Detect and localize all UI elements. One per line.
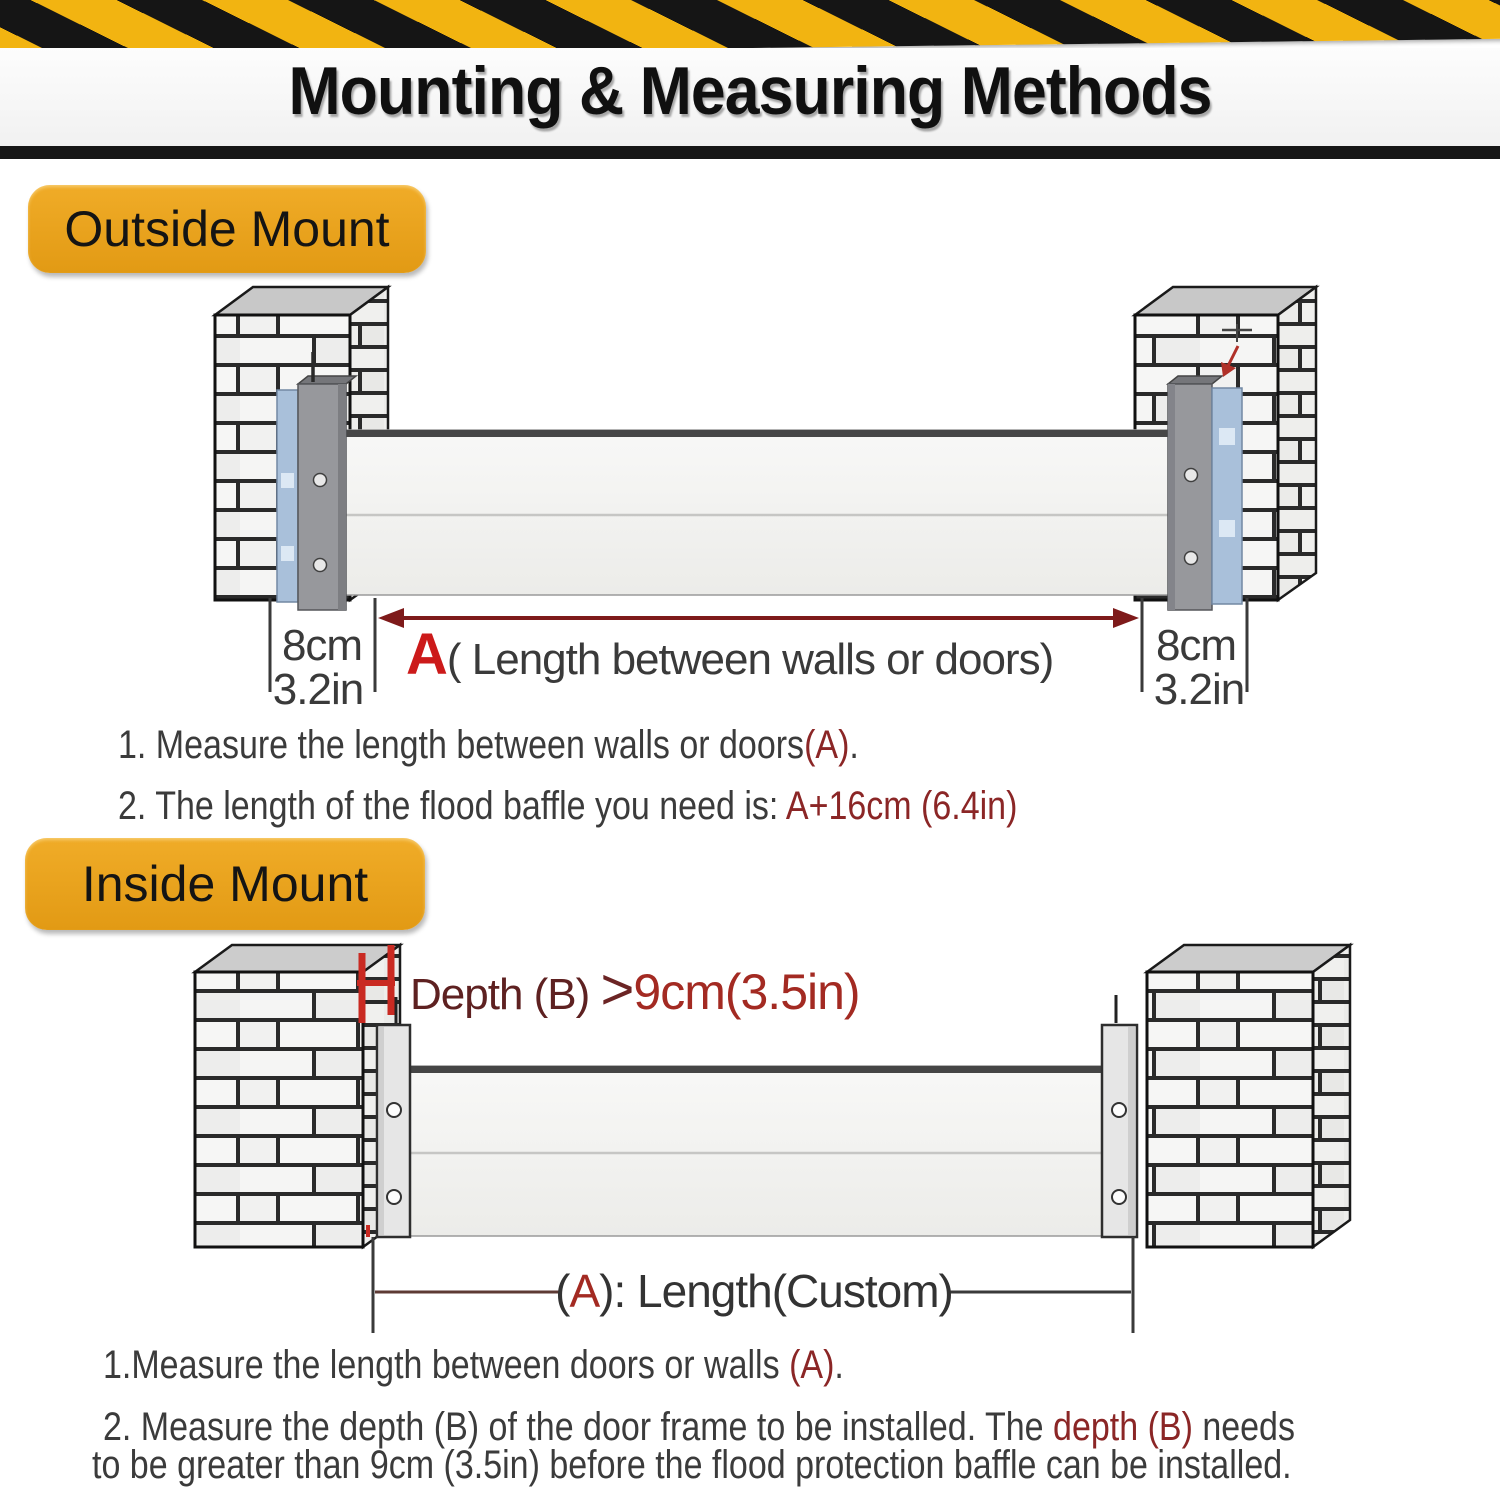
outside-barrier-panel <box>290 430 1230 595</box>
screw-hole <box>1185 469 1198 482</box>
length-arrow-label: A( Length between walls or doors) <box>406 622 1054 687</box>
right-3.2in-label: 3.2in <box>1153 665 1245 714</box>
arrow-head-left <box>378 608 404 628</box>
screw-hole <box>1112 1103 1126 1117</box>
right-8cm-label: 8cm <box>1155 621 1237 670</box>
screw-hole <box>314 474 327 487</box>
screw-hole <box>387 1103 401 1117</box>
inside-length-label: (A): Length(Custom) <box>555 1265 953 1317</box>
page-title: Mounting & Measuring Methods <box>288 53 1212 129</box>
pillar-front-face <box>195 972 363 1247</box>
screw-hole <box>387 1190 401 1204</box>
inside-step-2-line-2: to be greater than 9cm (3.5in) before the flood protection baffle can be installed. <box>92 1443 1292 1487</box>
inside-mount-badge-label: Inside Mount <box>81 856 369 912</box>
left-8cm-label: 8cm <box>281 621 363 670</box>
outside-mount-badge-label: Outside Mount <box>64 201 390 257</box>
inside-mount-diagram <box>0 935 1500 1340</box>
outside-left-gasket <box>277 390 298 602</box>
arrow-head-right <box>1113 608 1139 628</box>
left-3.2in-label: 3.2in <box>272 665 364 714</box>
inside-step-2-line-1: 2. Measure the depth (B) of the door frame to be installed. The depth (B) needs <box>103 1405 1295 1449</box>
outside-step-1: 1. Measure the length between walls or doors(A). <box>118 723 859 767</box>
screw-hole <box>1112 1190 1126 1204</box>
screw-hole <box>314 559 327 572</box>
inside-step-1: 1.Measure the length between doors or walls (A). <box>103 1343 844 1387</box>
screw-hole <box>1185 552 1198 565</box>
inside-right-bracket <box>1102 995 1137 1237</box>
outside-mount-diagram <box>0 280 1500 720</box>
inside-barrier-panel <box>400 1066 1110 1236</box>
inside-left-pillar <box>195 945 400 1247</box>
inside-right-pillar <box>1147 945 1350 1247</box>
title-divider <box>0 146 1500 159</box>
pillar-side-face <box>1278 287 1316 600</box>
depth-label: Depth (B) >9cm(3.5in) <box>410 957 860 1022</box>
pillar-side-face <box>1313 945 1350 1247</box>
outside-step-2: 2. The length of the flood baffle you need is: A+16cm (6.4in) <box>118 784 1018 828</box>
pillar-front-face <box>1147 972 1313 1247</box>
inside-mount-badge <box>25 838 425 930</box>
outside-measure-labels <box>273 621 1244 714</box>
outside-mount-badge <box>28 185 426 273</box>
